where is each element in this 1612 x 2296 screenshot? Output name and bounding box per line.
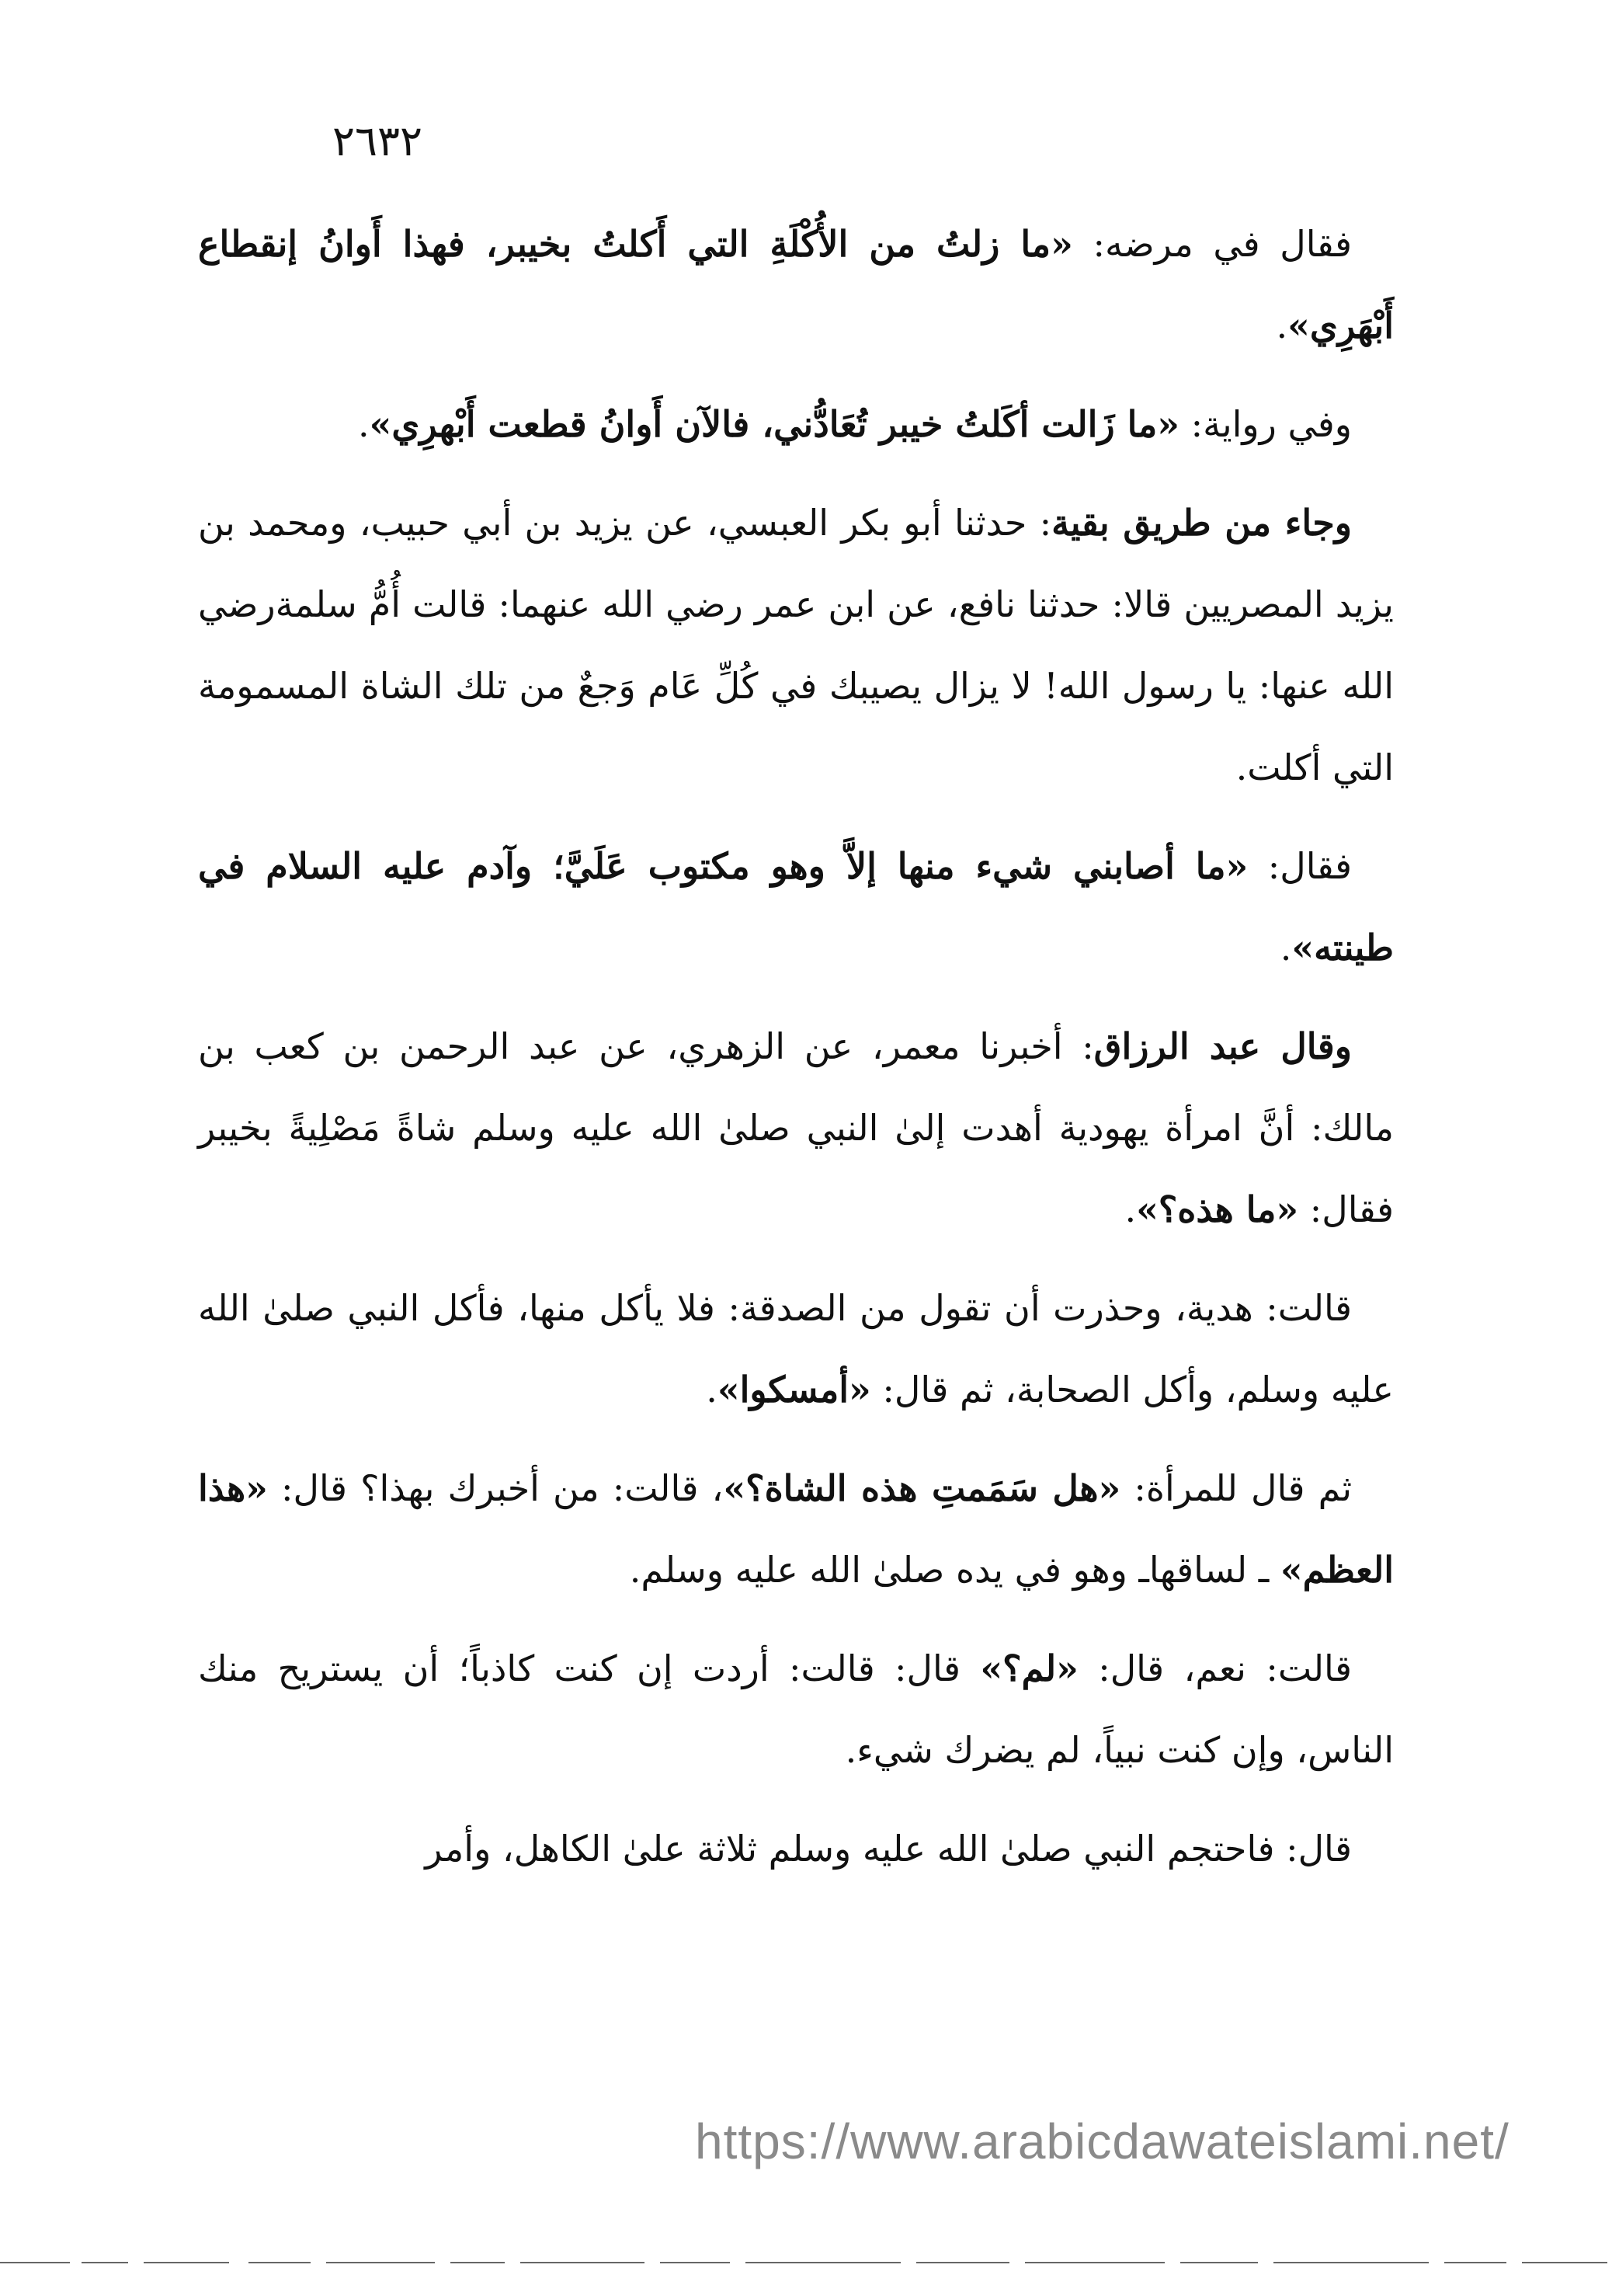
text-run: قالت: نعم، قال: (1078, 1647, 1353, 1689)
text-run: قال: فاحتجم النبي صلىٰ الله عليه وسلم ثلاثة علىٰ الكاهل، وأمر (425, 1828, 1352, 1870)
quote-bold: «ما زَالت أكَلتُ خيبر تُعَادُّني، فالآن أَوانُ قطعت أَبْهرِي» (369, 403, 1180, 445)
text-run: فقال في مرضه: (1072, 223, 1352, 265)
rule-segment (1025, 2262, 1165, 2263)
quote-bold: «هذا العظم» (198, 1467, 1394, 1591)
rule-segment (1444, 2262, 1506, 2263)
rule-segment (326, 2262, 435, 2263)
rule-segment (916, 2262, 1009, 2263)
text-run: . (1276, 304, 1288, 346)
text-run: ثم قال للمرأة: (1120, 1467, 1352, 1509)
page-number: ٢٦٣٢ (332, 117, 423, 165)
paragraph-1 (198, 204, 1394, 367)
rule-segment (144, 2262, 229, 2263)
rule-segment (520, 2262, 644, 2263)
paragraph-8 (198, 1628, 1394, 1791)
quote-bold: «هل سَمَمتِ هذه الشاة؟» (723, 1467, 1121, 1509)
quote-bold: «أمسكوا» (717, 1369, 871, 1411)
quote-bold: «ما أصابني شيء منها إلاَّ وهو مكتوب عَلَيَّ؛ وآدم عليه السلام في طينته» (198, 845, 1394, 969)
text-run: : أخبرنا معمر، عن الزهري، عن عبد الرحمن بن كعب بن مالك: أنَّ امرأة يهودية أهدت إلىٰ النبي صلىٰ الله عليه وسلم شاةً مَصْلِيةً بخيبر فقال: (198, 1025, 1394, 1230)
paragraph-7 (198, 1448, 1394, 1611)
text-run: ، قالت: من أخبرك بهذا؟ قال: (267, 1467, 724, 1509)
paragraph-5 (198, 1006, 1394, 1251)
rule-segment (1522, 2262, 1607, 2263)
text-run: . (706, 1369, 717, 1411)
quote-bold: «لم؟» (980, 1647, 1079, 1689)
rule-segment (1273, 2262, 1429, 2263)
heading-bold: وجاء من طريق بقية (1051, 502, 1352, 544)
rule-segment (745, 2262, 901, 2263)
text-run: قال: قالت: أردت إن كنت كاذباً؛ أن يستريح منك الناس، وإن كنت نبياً، لم يضرك شيء. (198, 1647, 1394, 1771)
text-run: . (1280, 927, 1292, 969)
text-run: قالت: هدية، وحذرت أن تقول من الصدقة: فلا يأكل منها، فأكل النبي صلىٰ الله عليه وسلم، وأكل الصحابة، ثم قال: (198, 1287, 1394, 1411)
rule-segment (450, 2262, 505, 2263)
quote-bold: «ما زلتُ من الأُكْلَةِ التي أَكلتُ بخيبر، فهذا أَوانُ إنقطاع أَبْهَرِي» (198, 223, 1394, 346)
text-run: : حدثنا أبو بكر العبسي، عن يزيد بن أبي حبيب، ومحمد بن يزيد المصريين قالا: حدثنا نافع، عن ابن عمر رضي الله عنهما: قالت أُمُّ سلمةرضي الله عنها: يا رسول الله! لا يزال يصيبك في كُلِّ عَام وَجعٌ من تلك الشاة المسمومة التي أكلت. (198, 502, 1394, 788)
paragraph-2 (198, 384, 1394, 465)
paragraph-3 (198, 482, 1394, 809)
text-run: . (357, 403, 370, 445)
text-run: ـ لساقهاـ وهو في يده صلىٰ الله عليه وسلم. (629, 1549, 1280, 1591)
heading-bold: وقال عبد الرزاق (1093, 1025, 1352, 1067)
text-run: فقال: (1248, 845, 1352, 887)
body-text (198, 204, 1394, 1907)
rule-segment (660, 2262, 730, 2263)
paragraph-9 (198, 1808, 1394, 1890)
footer-rule (0, 2262, 1612, 2271)
paragraph-6 (198, 1268, 1394, 1431)
text-run: . (1124, 1188, 1137, 1230)
rule-segment (82, 2262, 128, 2263)
rule-segment (248, 2262, 311, 2263)
paragraph-4 (198, 826, 1394, 989)
rule-segment (0, 2262, 70, 2263)
rule-segment (1180, 2262, 1258, 2263)
watermark-url: https://www.arabicdawateislami.net/ (695, 2113, 1510, 2169)
text-run: وفي رواية: (1179, 403, 1352, 445)
quote-bold: «ما هذه؟» (1136, 1188, 1299, 1230)
